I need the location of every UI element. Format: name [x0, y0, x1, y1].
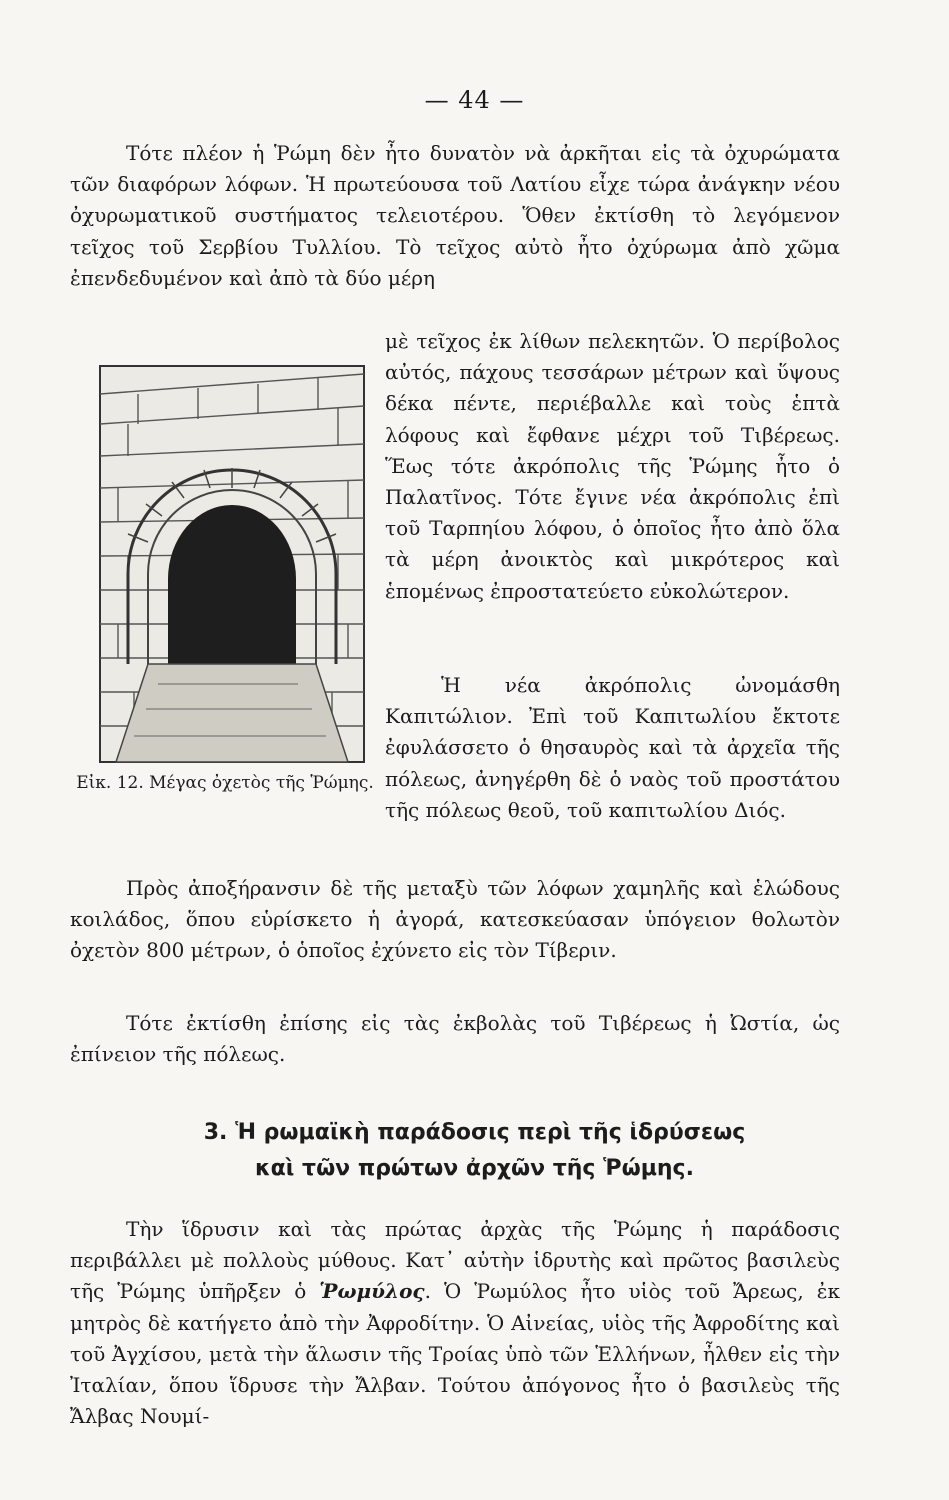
paragraph-romulus-text-b: . Ὁ Ῥωμύλος ἦτο υἱὸς τοῦ Ἄρεως, ἐκ μητρὸς δὲ κατήγετο ἀπὸ τὴν Ἀφροδίτην. Ὁ Αἰνείας, υἱὸς τῆς Ἀφροδίτης καὶ τοῦ Ἀγχίσου, μετὰ τὴν ἅλωσιν τῆς Τροίας ὑπὸ τῶν Ἑλλήνων, ἦλθεν εἰς τὴν Ἰταλίαν, ὅπου ἵδρυσε τὴν Ἄλβαν. Τούτου ἀπόγονος ἦτο ὁ βασιλεὺς τῆς Ἄλβας Νουμί- [70, 1279, 840, 1429]
section-heading-line-2: καὶ τῶν πρώτων ἀρχῶν τῆς Ῥώμης. [255, 1156, 694, 1181]
paragraph-ostia: Τότε ἐκτίσθη ἐπίσης εἰς τὰς ἐκβολὰς τοῦ Τιβέρεως ἡ Ὠστία, ὡς ἐπίνειον τῆς πόλεως. [70, 1011, 840, 1067]
section-heading-line-1: 3. Ἡ ρωμαϊκὴ παράδοσις περὶ τῆς ἱδρύσεως [203, 1120, 746, 1145]
paragraph-romulus-text-a: Τὴν ἵδρυσιν καὶ τὰς πρώτας ἀρχὰς τῆς Ῥώμης ἡ παράδοσις περιβάλλει μὲ πολλοὺς μύθους. Κατ᾽ αὐτὴν ἱδρυτὴς καὶ πρῶτος βασιλεὺς τῆς Ῥώμης ὑπῆρξεν ὁ [70, 1217, 840, 1304]
paragraph-romulus [70, 1214, 840, 1432]
figure-great-sewer-illustration [98, 364, 366, 764]
paragraph-walls-continued: μὲ τεῖχος ἐκ λίθων πελεκητῶν. Ὁ περίβολος αὐτός, πάχους τεσσάρων μέτρων καὶ ὕψους δέκα πέντε, περιέβαλλε καὶ τοὺς ἑπτὰ λόφους καὶ ἔφθανε μέχρι τοῦ Τιβέρεως. Ἕως τότε ἀκρόπολις τῆς Ῥώμης ἦτο ὁ Παλατῖνος. Τότε ἔγινε νέα ἀκρόπολις ἐπὶ τοῦ Ταρπηίου λόφου, ὁ ὁποῖος ἦτο ἀπὸ ὅλα τὰ μέρη ἀνοικτὸς καὶ μικρότερος καὶ ἑπομένως ἐπροστατεύετο εὐκολώτερον. [385, 329, 840, 603]
page-number: — 44 — [424, 86, 525, 114]
paragraph-capitol: Ἡ νέα ἀκρόπολις ὠνομάσθη Καπιτώλιον. Ἐπὶ τοῦ Καπιτωλίου ἔκτοτε ἐφυλάσσετο ὁ θησαυρὸς καὶ τὰ ἀρχεῖα τῆς πόλεως, ἀνηγέρθη δὲ ὁ ναὸς τοῦ προστάτου τῆς πόλεως θεοῦ, τοῦ καπιτωλίου Διός. [385, 673, 840, 822]
figure-caption: Εἰκ. 12. Μέγας ὀχετὸς τῆς Ῥώμης. [76, 773, 374, 793]
paragraph-walls: Τότε πλέον ἡ Ῥώμη δὲν ἦτο δυνατὸν νὰ ἀρκῆται εἰς τὰ ὀχυρώματα τῶν διαφόρων λόφων. Ἡ πρωτεύουσα τοῦ Λατίου εἶχε τώρα ἀνάγκην νέου ὀχυρωματικοῦ συστήματος τελειοτέρου. Ὅθεν ἐκτίσθη τὸ λεγόμενον τεῖχος τοῦ Σερβίου Τυλλίου. Τὸ τεῖχος αὐτὸ ἦτο ὀχύρωμα ἀπὸ χῶμα ἐπενδεδυμένον καὶ ἀπὸ τὰ δύο μέρη [70, 141, 840, 290]
romulus-name: Ῥωμύλος [319, 1279, 425, 1304]
arch-drawing [98, 364, 366, 764]
paragraph-sewer: Πρὸς ἀποξήρανσιν δὲ τῆς μεταξὺ τῶν λόφων χαμηλῆς καὶ ἑλώδους κοιλάδος, ὅπου εὑρίσκετο ἡ ἀγορά, κατεσκεύασαν ὑπόγειον θολωτὸν ὀχετὸν 800 μέτρων, ὁ ὁποῖος ἐχύνετο εἰς τὸν Τίβεριν. [70, 876, 840, 963]
